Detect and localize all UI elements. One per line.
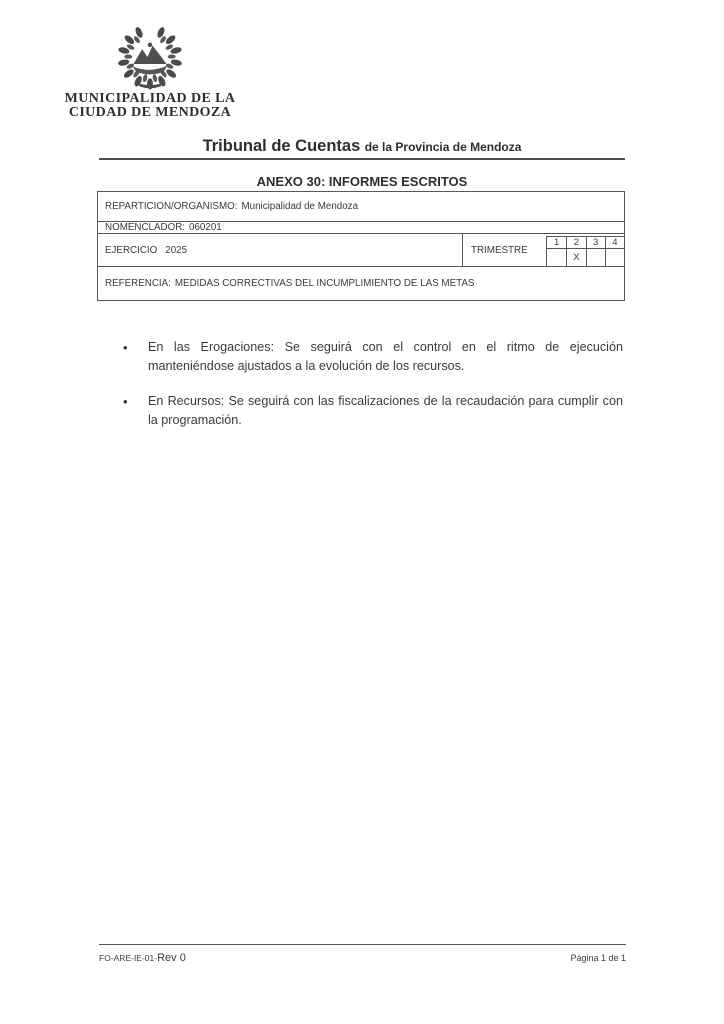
ejercicio-label: EJERCICIO: [105, 244, 158, 256]
trimestre-cell: [462, 234, 546, 266]
org-name-line2: CIUDAD DE MENDOZA: [68, 104, 232, 120]
trimestre-col-1: 1: [547, 237, 566, 249]
footer-code-text: FO-ARE-IE-01-: [99, 953, 158, 963]
page-footer: [99, 944, 626, 966]
body-text: [123, 338, 623, 446]
trimestre-mark-4: [605, 249, 624, 266]
tribunal-title: Tribunal de Cuentas: [202, 137, 361, 155]
tribunal-subtitle: de la Provincia de Mendoza: [364, 140, 522, 154]
anexo-heading: ANEXO 30: INFORMES ESCRITOS: [256, 174, 468, 189]
trimestre-label: TRIMESTRE: [471, 244, 528, 256]
trimestre-col-4: 4: [605, 237, 624, 249]
bullet-icon: •: [123, 340, 128, 355]
ejercicio-cell: [98, 234, 462, 266]
trimestre-grid: [546, 236, 624, 266]
nomenclador-label: NOMENCLADOR:: [105, 222, 186, 233]
list-item: [123, 338, 623, 376]
form-table: [97, 191, 625, 301]
row-nomenclador: [98, 222, 624, 234]
referencia-value: MEDIDAS CORRECTIVAS DEL INCUMPLIMIENTO DE LAS METAS: [174, 278, 475, 289]
trimestre-col-3: 3: [586, 237, 605, 249]
trimestre-col-2: 2: [566, 237, 585, 249]
municipality-logo: [58, 24, 242, 119]
ejercicio-value: 2025: [165, 244, 188, 256]
trimestre-mark-2: X: [566, 249, 585, 266]
reparticion-value: Municipalidad de Mendoza: [241, 201, 359, 212]
municipal-seal-icon: [106, 24, 194, 90]
bullet-icon: •: [123, 394, 128, 409]
footer-form-code: [99, 948, 186, 966]
reparticion-label: REPARTICION/ORGANISMO:: [105, 201, 238, 212]
list-item: [123, 392, 623, 430]
trimestre-mark-1: [547, 249, 566, 266]
document-header: [99, 137, 625, 160]
bullet-text-recursos: En Recursos: Se seguirá con las fiscalizaciones de la recaudación para cumplir con la programación.: [148, 394, 623, 427]
trimestre-mark-3: [586, 249, 605, 266]
row-reparticion: [98, 192, 624, 222]
referencia-label: REFERENCIA:: [105, 278, 171, 289]
footer-page-number: Página 1 de 1: [570, 953, 626, 963]
row-ejercicio: [98, 234, 624, 267]
nomenclador-value: 060201: [189, 222, 222, 233]
row-referencia: [98, 267, 624, 300]
bullet-text-erogaciones: En las Erogaciones: Se seguirá con el control en el ritmo de ejecución manteniéndose ajustados a la evolución de los recursos.: [148, 340, 623, 373]
footer-rev-text: Rev 0: [157, 952, 186, 964]
org-name-line1: MUNICIPALIDAD DE LA: [64, 91, 236, 106]
